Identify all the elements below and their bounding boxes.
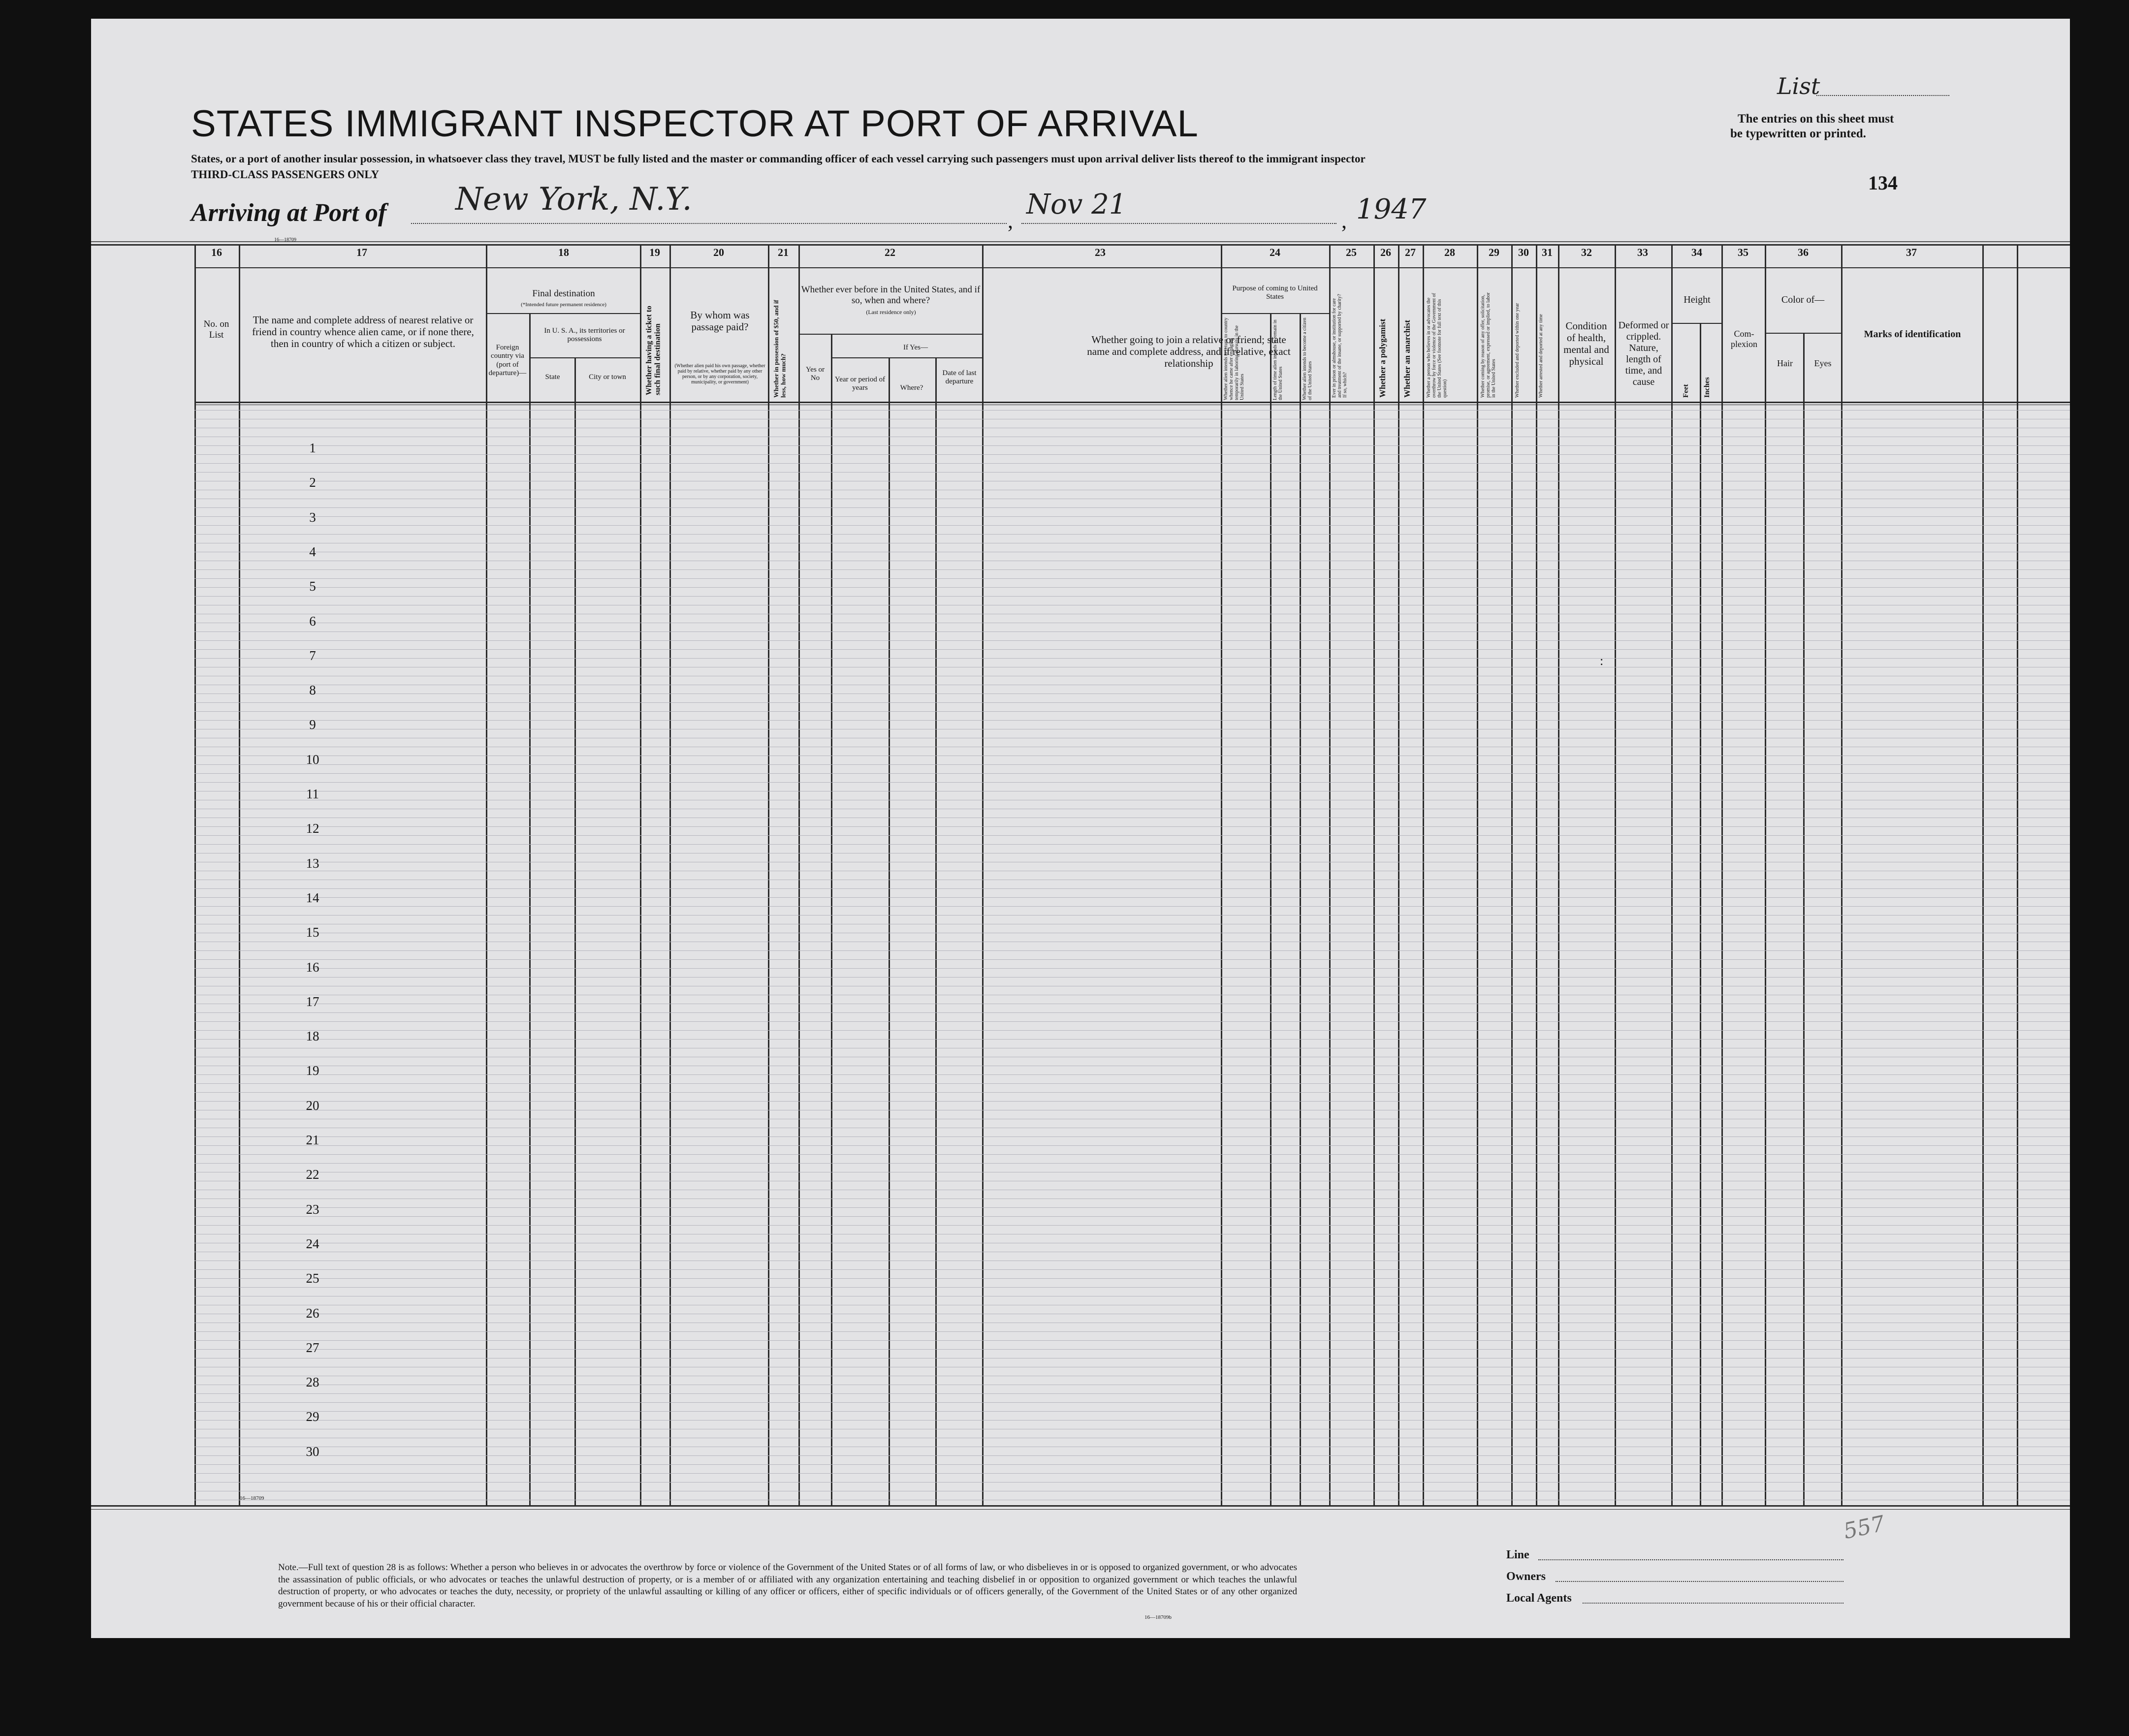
col-line <box>1671 244 1673 1505</box>
row-number: 25 <box>306 1271 319 1286</box>
colnum-17: 17 <box>356 246 367 258</box>
row-number: 1 <box>309 441 316 455</box>
ruled-line <box>194 888 2070 889</box>
col-line <box>768 244 769 1505</box>
header-nearest-relative: The name and complete address of nearest relative or friend in country whence alien came, or if none there, then in country of which a citizen or subject. <box>252 314 474 350</box>
ruled-line <box>194 1278 2070 1279</box>
ruled-line <box>194 1393 2070 1394</box>
line-label: Line <box>1506 1548 1529 1561</box>
col-line <box>239 244 240 1505</box>
entries-note-1: The entries on this sheet must <box>1738 112 1894 126</box>
header-labor-offer: Whether coming by reason of any offer, solicitation, promise, or agreement, expressed or implied, to labor in the United States <box>1480 292 1496 398</box>
ruled-line <box>194 1030 2070 1031</box>
ruled-line <box>194 649 2070 650</box>
col-line <box>194 244 196 1505</box>
row-number: 8 <box>309 683 316 698</box>
col-line <box>1300 314 1301 1505</box>
col-line <box>1841 244 1843 1505</box>
col-line <box>1398 244 1399 1505</box>
subhead-rule <box>529 357 640 358</box>
row-number: 20 <box>306 1098 319 1113</box>
table-bottom-2 <box>91 1509 2070 1510</box>
row-number: 13 <box>306 855 319 871</box>
table-header-bottom <box>194 402 2070 403</box>
header-overthrow: Whether a person who believes in or advocates the overthrow by force or violence of the Government of the United States (See footnote for full text of this question) <box>1426 293 1448 398</box>
row-number: 6 <box>309 613 316 629</box>
ruled-line <box>194 1154 2070 1155</box>
col-line <box>1803 334 1805 1505</box>
ruled-line <box>194 472 2070 473</box>
sheet-number: 134 <box>1868 172 1898 194</box>
ruled-line <box>194 1163 2070 1164</box>
colnum-30: 30 <box>1518 246 1529 258</box>
footer-note: Note.—Full text of question 28 is as follows: Whether a person who believes in or advocates the overthrow by force or violence of the Government of the United States or of all forms of law, or who disbelieves in or is opposed to organized government, or who advocates the assassination of public officials, or who advocates or teaches the unlawful destruction of property, or is a member of or affiliated with any organization entertaining and teaching disbelief in or opposition to organized government or which teaches the unlawful destruction of property, or who advocates or teaches the duty, necessity, or propriety of the unlawful assaulting or killing of any officer or officers, either of specific individuals or of officers generally, of the Government of the United States or of any other organized government because of his or their official character. <box>278 1562 1297 1610</box>
row-number: 19 <box>306 1063 319 1078</box>
col-line <box>1536 244 1537 1505</box>
header-passage-paid: By whom was passage paid? <box>690 309 750 333</box>
ruled-line <box>194 1092 2070 1093</box>
subhead-rule <box>1765 333 1841 334</box>
colnum-23: 23 <box>1095 246 1106 258</box>
local-agents-label: Local Agents <box>1506 1592 1572 1605</box>
header-anarchist: Whether an anarchist <box>1402 319 1412 398</box>
row-number: 17 <box>306 994 319 1009</box>
col-line <box>1511 244 1513 1505</box>
colnum-21: 21 <box>778 246 789 258</box>
ruled-line <box>194 1269 2070 1270</box>
ruled-line <box>194 968 2070 969</box>
ruled-line <box>194 1331 2070 1332</box>
header-in-usa: In U. S. A., its territories or possessions <box>544 327 625 344</box>
ruled-line <box>194 711 2070 712</box>
owners-label: Owners <box>1506 1570 1546 1583</box>
header-state: State <box>545 373 560 381</box>
header-arrested: Whether arrested and deported at any time <box>1538 314 1544 398</box>
form-code-bottom: 16—18709 <box>240 1495 264 1501</box>
colnum-25: 25 <box>1346 246 1357 258</box>
row-number: 21 <box>306 1133 319 1147</box>
ruled-line <box>194 1021 2070 1022</box>
col-line <box>669 244 671 1505</box>
ruled-line <box>194 773 2070 774</box>
date-dotted-line <box>1021 223 1336 224</box>
row-number: 15 <box>306 925 319 940</box>
ruled-line <box>194 1207 2070 1208</box>
row-number: 23 <box>306 1201 319 1217</box>
ruled-line <box>194 1473 2070 1474</box>
ruled-line <box>194 587 2070 588</box>
table-colnum-rule <box>194 267 2070 268</box>
ruled-line <box>194 631 2070 632</box>
ruled-line <box>194 525 2070 526</box>
colnum-26: 26 <box>1380 246 1391 258</box>
col-line <box>640 244 641 1505</box>
ruled-line <box>194 906 2070 907</box>
header-hair: Hair <box>1777 358 1793 368</box>
row-number: 7 <box>309 648 316 663</box>
date-handwritten: Nov 21 <box>1026 189 1127 221</box>
ruled-line <box>194 1101 2070 1102</box>
ruled-line <box>194 1012 2070 1013</box>
ruled-line <box>194 534 2070 535</box>
colnum-20: 20 <box>713 246 724 258</box>
col-line <box>889 358 890 1505</box>
ruled-line <box>194 764 2070 765</box>
row-number: 26 <box>306 1305 319 1321</box>
header-if-yes: If Yes— <box>903 344 928 351</box>
form-code-b: 16—18709b <box>1144 1614 1172 1620</box>
row-number: 27 <box>306 1340 319 1355</box>
colnum-18: 18 <box>558 246 569 258</box>
ruled-line <box>194 516 2070 517</box>
ruled-line <box>194 463 2070 464</box>
col-line <box>1558 244 1559 1505</box>
ruled-line <box>194 578 2070 579</box>
col-line <box>1700 324 1701 1505</box>
page-title: STATES IMMIGRANT INSPECTOR AT PORT OF ARRIVAL <box>191 103 1199 145</box>
ruled-line <box>194 1083 2070 1084</box>
colnum-36: 36 <box>1798 246 1809 258</box>
row-number: 16 <box>306 959 319 975</box>
row-number: 2 <box>309 475 316 490</box>
header-date-last-departure: Date of last departure <box>942 369 977 386</box>
header-yes-or-no: Yes or No <box>805 366 825 382</box>
col-line <box>982 244 984 1505</box>
ruled-line <box>194 640 2070 641</box>
ruled-line <box>194 1340 2070 1341</box>
header-color-of: Color of— <box>1781 294 1825 305</box>
arriving-label: Arriving at Port of <box>191 199 387 227</box>
header-where: Where? <box>900 384 923 392</box>
ruled-line <box>194 1349 2070 1350</box>
header-year-period: Year or period of years <box>834 376 886 392</box>
table-header-top <box>91 244 2070 246</box>
subhead-rule <box>1221 313 1329 314</box>
col-line <box>1423 244 1424 1505</box>
subhead-rule <box>798 334 982 335</box>
entries-note-2: be typewritten or printed. <box>1730 127 1866 140</box>
col-line <box>1329 244 1331 1505</box>
stray-mark: : <box>1600 654 1604 668</box>
ruled-line <box>194 897 2070 898</box>
colnum-37: 37 <box>1906 246 1917 258</box>
list-underline <box>1816 95 1949 96</box>
ruled-line <box>194 1136 2070 1137</box>
header-no-on-list: No. on List <box>203 319 229 340</box>
ruled-line <box>194 454 2070 455</box>
header-final-destination: Final destination <box>532 288 595 299</box>
header-deformed: Deformed or crippled. Nature, length of time, and cause <box>1618 320 1669 387</box>
row-number: 3 <box>309 509 316 525</box>
ruled-line <box>194 1482 2070 1483</box>
owners-underline <box>1556 1581 1843 1582</box>
header-passage-paid-sub: (Whether alien paid his own passage, whether paid by relative, whether paid by any other person, or by any corporation, society, municipality, or government) <box>674 363 765 385</box>
subtitle: States, or a port of another insular possession, in whatsoever class they travel, MUST be fully listed and the master or commanding officer of each vessel carrying such passengers must upon arrival deliver lists thereof to the immigrant inspector <box>191 153 1366 165</box>
header-going-to-join: Whether going to join a relative or friend; state name and complete address, and if relative, exact relationship <box>1087 334 1291 370</box>
port-handwritten: New York, N.Y. <box>455 181 692 218</box>
colnum-19: 19 <box>649 246 660 258</box>
header-prison: Ever in prison or almshouse, or institution for care and treatment of the insane, or supported by charity? If so, which? <box>1332 294 1348 398</box>
ruled-line <box>194 1039 2070 1040</box>
header-purpose-citizen: Whether alien intends to become a citizen of the United States <box>1302 317 1313 400</box>
row-number: 22 <box>306 1167 319 1182</box>
header-final-destination-sub: (*Intended future permanent residence) <box>521 302 606 308</box>
header-marks: Marks of identification <box>1864 329 1961 340</box>
colnum-22: 22 <box>885 246 895 258</box>
header-feet: Feet <box>1682 384 1690 398</box>
col-line <box>798 244 800 1505</box>
row-number: 11 <box>306 787 319 801</box>
row-number: 9 <box>309 717 316 732</box>
row-number: 28 <box>306 1375 319 1390</box>
year-handwritten: 1947 <box>1356 193 1427 225</box>
table-bottom <box>91 1505 2070 1507</box>
header-city-or-town: City or town <box>589 373 626 381</box>
colnum-16: 16 <box>211 246 222 258</box>
header-purpose-length: Length of time alien intends to remain in the United States <box>1272 319 1283 400</box>
header-last-residence: (Last residence only) <box>866 309 916 316</box>
table-top-rule <box>91 241 2070 242</box>
row-number: 5 <box>309 579 316 594</box>
header-purpose: Purpose of coming to United States <box>1232 284 1318 301</box>
col-line <box>574 358 576 1505</box>
ruled-line <box>194 702 2070 703</box>
header-ever-before: Whether ever before in the United States, and if so, when and where? <box>801 284 981 306</box>
row-number: 14 <box>306 890 319 905</box>
ruled-line <box>194 826 2070 827</box>
subhead-rule <box>486 313 640 314</box>
agents-underline <box>1583 1603 1843 1604</box>
ruled-line <box>194 445 2070 446</box>
manifest-sheet <box>91 19 2070 1638</box>
col-line <box>529 314 531 1505</box>
ruled-line <box>194 959 2070 960</box>
ruled-line <box>194 1411 2070 1412</box>
ruled-line <box>194 1225 2070 1226</box>
col-line <box>935 358 937 1505</box>
row-number: 30 <box>306 1444 319 1459</box>
colnum-29: 29 <box>1489 246 1499 258</box>
header-ticket: Whether having a ticket to such final destination <box>645 306 662 395</box>
ruled-line <box>194 1216 2070 1217</box>
margin-handwritten: 557 <box>1841 1511 1887 1545</box>
row-number: 29 <box>306 1409 319 1424</box>
header-excluded: Whether excluded and deported within one year <box>1515 303 1520 398</box>
line-underline <box>1538 1559 1843 1560</box>
col-line <box>1270 314 1271 1505</box>
col-line <box>1765 244 1766 1505</box>
row-number: 12 <box>306 821 319 836</box>
ruled-line <box>194 1464 2070 1465</box>
ruled-line <box>194 596 2070 597</box>
col-line <box>1221 244 1222 1505</box>
ruled-line <box>194 977 2070 978</box>
ruled-line <box>194 1402 2070 1403</box>
header-height: Height <box>1684 294 1711 305</box>
colnum-34: 34 <box>1691 246 1702 258</box>
ruled-line <box>194 1287 2070 1288</box>
col-line <box>2017 244 2018 1505</box>
colnum-28: 28 <box>1444 246 1455 258</box>
port-dotted-line <box>411 223 1007 224</box>
list-label: List <box>1777 73 1820 99</box>
header-foreign-country: Foreign country via (port of departure)— <box>488 344 527 377</box>
colnum-27: 27 <box>1405 246 1416 258</box>
col-line <box>486 244 487 1505</box>
comma: , <box>1341 209 1347 233</box>
col-line <box>1373 244 1375 1505</box>
colnum-35: 35 <box>1738 246 1748 258</box>
col-line <box>1615 244 1616 1505</box>
ruled-line <box>194 507 2070 508</box>
comma: , <box>1008 209 1013 233</box>
header-purpose-return: Whether alien intends to return to country whence he came after engaging temporarily in laboring pursuits in the United States <box>1223 317 1245 400</box>
header-complexion: Com- plexion <box>1731 329 1757 349</box>
class-line: THIRD-CLASS PASSENGERS ONLY <box>191 168 380 181</box>
subhead-rule <box>831 357 982 358</box>
subhead-rule <box>1671 323 1721 324</box>
col-line <box>1477 244 1478 1505</box>
ruled-line <box>194 658 2070 659</box>
ruled-line <box>194 1074 2070 1075</box>
ruled-line <box>194 950 2070 951</box>
ruled-line <box>194 569 2070 570</box>
row-number: 10 <box>306 752 319 767</box>
col-line <box>1982 244 1984 1505</box>
col-line <box>1721 244 1723 1505</box>
colnum-32: 32 <box>1581 246 1592 258</box>
ruled-line <box>194 835 2070 836</box>
ruled-line <box>194 720 2070 721</box>
header-polygamist: Whether a polygamist <box>1378 318 1387 398</box>
row-number: 18 <box>306 1029 319 1044</box>
ruled-line <box>194 782 2070 783</box>
ruled-line <box>194 1145 2070 1146</box>
header-health: Condition of health, mental and physical <box>1563 320 1609 368</box>
row-number: 24 <box>306 1236 319 1251</box>
ruled-line <box>194 1455 2070 1456</box>
form-code-top: 16—18709 <box>274 237 296 243</box>
col-line <box>831 334 832 1505</box>
colnum-33: 33 <box>1637 246 1648 258</box>
header-inches: Inches <box>1703 377 1711 398</box>
colnum-24: 24 <box>1270 246 1280 258</box>
ruled-line <box>194 844 2070 845</box>
header-eyes: Eyes <box>1814 358 1832 368</box>
colnum-31: 31 <box>1542 246 1553 258</box>
row-number: 4 <box>309 544 316 559</box>
header-fifty-dollars: Whether in possession of $50, and if less, how much? <box>772 300 787 398</box>
